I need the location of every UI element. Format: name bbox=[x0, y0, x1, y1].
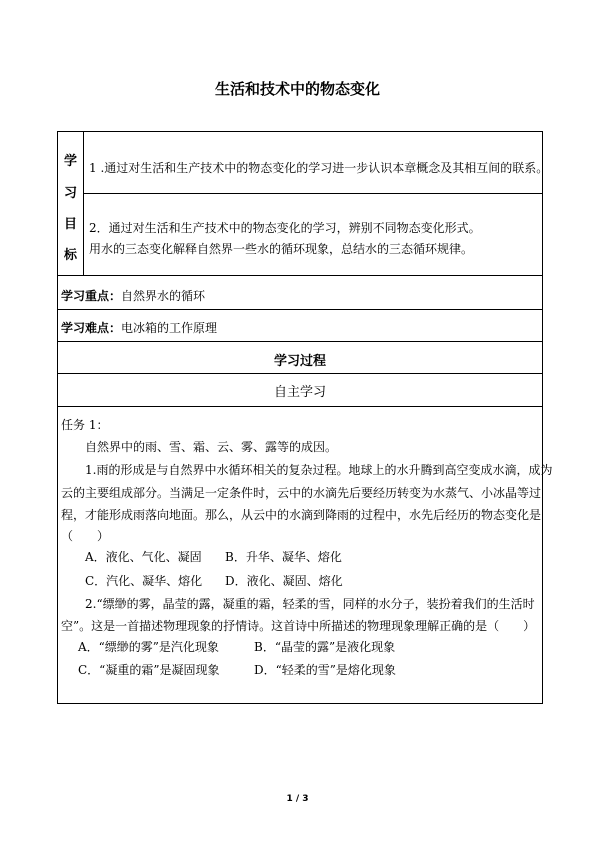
task-label: 任务 1： bbox=[61, 418, 109, 432]
self-study-heading: 自主学习 bbox=[273, 385, 326, 400]
q2-option-d: D．“轻柔的雪”是熔化现象 bbox=[254, 663, 396, 677]
row-divider bbox=[58, 341, 542, 342]
difficulty-label: 学习难点： bbox=[61, 321, 122, 335]
q1-option-a: A．液化、气化、凝固 bbox=[85, 550, 202, 564]
row-divider bbox=[58, 406, 542, 407]
objectives-label-char-4: 标 bbox=[63, 248, 77, 263]
q2-option-b: B．“晶莹的露”是液化现象 bbox=[254, 640, 396, 654]
objectives-label-char-1: 学 bbox=[63, 154, 77, 169]
q1-option-c: C．汽化、凝华、熔化 bbox=[85, 574, 203, 588]
objective-1: 1 .通过对生活和生产技术中的物态变化的学习进一步认识本章概念及其相互间的联系。 bbox=[89, 161, 549, 175]
q1-option-d: D．液化、凝固、熔化 bbox=[225, 574, 343, 588]
objectives-label-char-2: 习 bbox=[63, 186, 77, 201]
q2-line-1: 2.“缥缈的雾，晶莹的露，凝重的霜，轻柔的雪，同样的水分子，装扮着我们的生活时 bbox=[85, 597, 535, 611]
difficulty-row bbox=[61, 319, 217, 336]
difficulty-value: 电冰箱的工作原理 bbox=[121, 321, 218, 335]
key-point-row bbox=[61, 287, 205, 304]
objective-2-line-2: 用水的三态变化解释自然界一些水的循环现象，总结水的三态循环规律。 bbox=[89, 242, 474, 256]
task-intro: 自然界中的雨、雪、霜、云、雾、露等的成因。 bbox=[85, 440, 338, 454]
lesson-table bbox=[57, 131, 553, 704]
row-divider bbox=[58, 373, 542, 374]
q1-line-2: 云的主要组成部分。当满足一定条件时，云中的水滴先后要经历转变为水蒸气、小冰晶等过 bbox=[61, 486, 542, 500]
row-divider bbox=[58, 309, 542, 310]
objective-2-line-1: 2．通过对生活和生产技术中的物态变化的学习，辨别不同物态变化形式。 bbox=[89, 221, 481, 235]
document-title: 生活和技术中的物态变化 bbox=[214, 80, 380, 98]
row-divider bbox=[58, 275, 542, 276]
q2-line-2: 空”。这是一首描述物理现象的抒情诗。这首诗中所描述的物理现象理解正确的是（ ） bbox=[61, 619, 536, 633]
process-heading: 学习过程 bbox=[273, 354, 326, 369]
q2-option-c: C．“凝重的霜”是凝固现象 bbox=[78, 663, 220, 677]
label-column-divider bbox=[83, 132, 84, 275]
q1-line-3: 程，才能形成雨落向地面。那么，从云中的水滴到降雨的过程中，水先后经历的物态变化是 bbox=[61, 508, 542, 522]
page-number: 1 / 3 bbox=[286, 794, 309, 804]
q2-option-a: A．“缥缈的雾”是汽化现象 bbox=[78, 640, 219, 654]
objective-separator bbox=[83, 193, 542, 194]
q1-line-4: （ ） bbox=[61, 529, 110, 543]
q1-option-b: B．升华、凝华、熔化 bbox=[225, 550, 342, 564]
objectives-label-char-3: 目 bbox=[63, 217, 77, 232]
key-point-value: 自然界水的循环 bbox=[121, 289, 206, 303]
q1-line-1: 1.雨的形成是与自然界中水循环相关的复杂过程。地球上的水升腾到高空变成水滴，成为 bbox=[85, 463, 553, 477]
key-point-label: 学习重点： bbox=[61, 289, 122, 303]
